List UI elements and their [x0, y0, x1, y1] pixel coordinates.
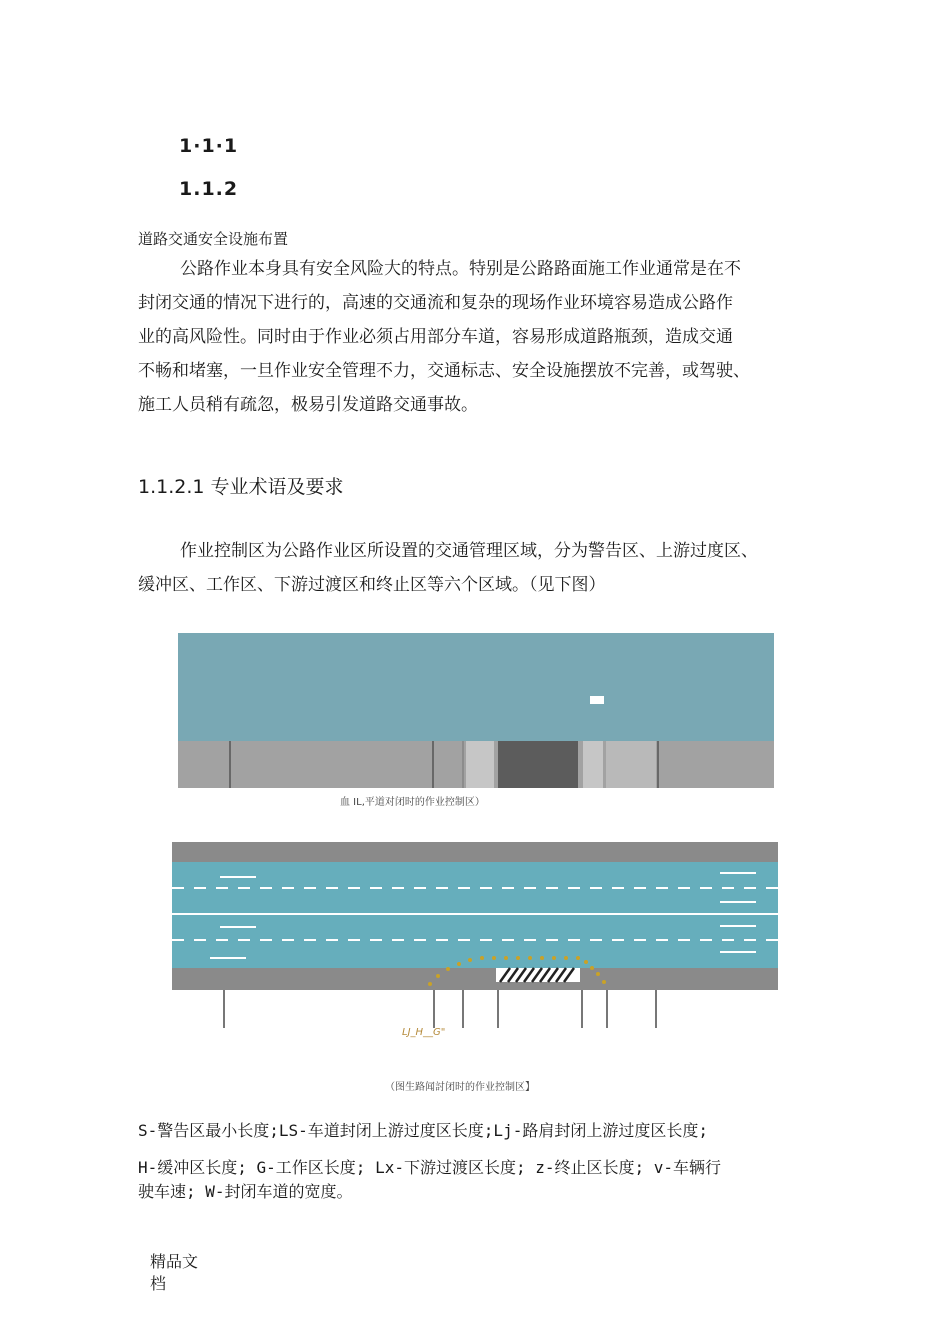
definition-line: H-缓冲区长度; G-工作区长度; Lx-下游过渡区长度; z-终止区长度; v-车辆行 [138, 1158, 722, 1177]
paragraph-line: 公路作业本身具有安全风险大的特点。特别是公路路面施工作业通常是在不 [180, 259, 741, 279]
footer-line: 档 [150, 1274, 167, 1293]
figure-work-block [498, 741, 578, 791]
definition-line: 驶车速; W-封闭车道的宽度。 [138, 1182, 353, 1201]
figure-sky-area [178, 633, 774, 741]
paragraph-line: 施工人员稍有疏忽，极易引发道路交通事故。 [138, 395, 478, 415]
figure-flat-closure [178, 633, 774, 793]
paragraph-line: 封闭交通的情况下进行的，高速的交通流和复杂的现场作业环境容易造成公路作 [138, 293, 733, 313]
paragraph-risk [138, 252, 750, 422]
figure-shoulder-top [172, 842, 778, 862]
definition-line: S-警告区最小长度;LS-车道封闭上游过度区长度;Lj-路肩封闭上游过度区长度; [138, 1121, 708, 1140]
figure-shoulder-bottom [172, 968, 778, 990]
paragraph-line: 不畅和堵塞，一旦作业安全管理不力，交通标志、安全设施摆放不完善，或驾驶、 [138, 361, 750, 381]
figure2-caption: （图生路闻討闭时的作业控制区】 [385, 1082, 535, 1093]
figure1-caption: 血 IL,平道对闭时的作业控制区） [340, 797, 485, 808]
footer-label [150, 1251, 198, 1295]
footer-line: 精品文 [150, 1252, 199, 1271]
paragraph-line: 业的高风险性。同时由于作业必须占用部分车道，容易形成道路瓶颈，造成交通 [138, 327, 733, 347]
figure2-segment-labels: LJ_H__G" [402, 1027, 446, 1038]
paragraph-line: 缓冲区、工作区、下游过渡区和终止区等六个区域。（见下图） [138, 575, 606, 595]
heading-1-1-2: 1.1.2 [179, 178, 239, 200]
figure-road-closure [172, 842, 778, 1038]
subsection-title: 1.1.2.1 专业术语及要求 [138, 476, 344, 498]
paragraph-zones [138, 534, 758, 602]
heading-1-1-1: 1·1·1 [179, 135, 239, 157]
section-label: 道路交通安全设施布置 [138, 230, 289, 248]
paragraph-line: 作业控制区为公路作业区所设置的交通管理区域，分为警告区、上游过度区、 [180, 541, 758, 561]
